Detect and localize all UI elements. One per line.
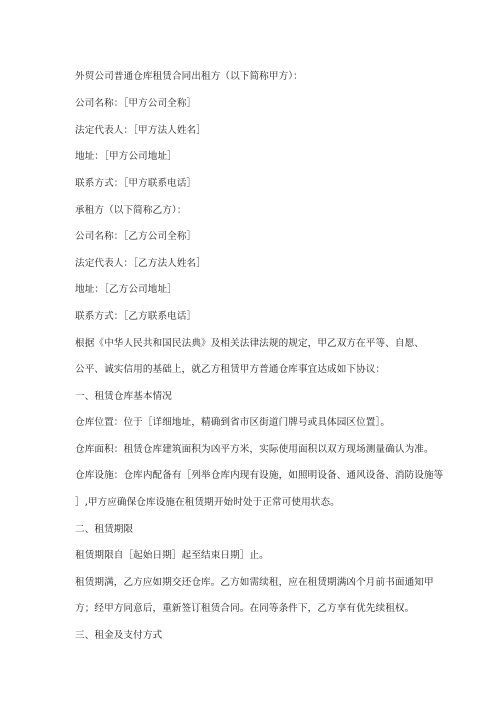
contract-title-lessor: 外贸公司普通仓库租赁合同出租方（以下简称甲方）： (75, 71, 303, 82)
warehouse-facilities-2: ］,甲方应确保仓库设施在租赁期开始时处于正常可使用状态。 (75, 497, 340, 508)
lessee-address: 地址：［乙方公司地址］ (75, 284, 177, 295)
lessee-company-name: 公司名称：［乙方公司全称］ (75, 231, 197, 242)
warehouse-location: 仓库位置：位于［详细地址，精确到省市区街道门牌号或具体园区位置］。 (75, 417, 391, 428)
section-1-heading: 一、租赁仓库基本情况 (75, 391, 172, 402)
lease-renewal-1: 租赁期满，乙方应如期交还仓库。乙方如需续租，应在租赁期满凶个月前书面通知甲 (75, 577, 434, 588)
section-2-heading: 二、租赁期限 (75, 524, 134, 535)
section-3-heading: 三、租金及支付方式 (75, 630, 163, 641)
preamble-line-2: 公平、诚实信用的基础上，就乙方租赁甲方普通仓库事宜达成如下协议： (75, 364, 386, 375)
lease-term: 租赁期限自［起始日期］起至结束日期］止。 (75, 550, 269, 561)
lessor-company-name: 公司名称：［甲方公司全称］ (75, 98, 197, 109)
lessor-contact: 联系方式：［甲方联系电话］ (75, 178, 197, 189)
preamble-line-1: 根据《中华人民共和国民法典》及相关法律法规的规定，甲乙双方在平等、自愿、 (75, 338, 424, 349)
warehouse-facilities-1: 仓库设施：仓库内配备有［列举仓库内现有设施，如照明设备、通风设备、消防设施等 (75, 470, 444, 481)
warehouse-area: 仓库面积：租赁仓库建筑面积为凶平方米，实际使用面积以双方现场测量确认为准。 (75, 444, 434, 455)
lessee-contact: 联系方式：［乙方联系电话］ (75, 311, 197, 322)
lessee-heading: 承租方（以下简称乙方）： (75, 205, 187, 216)
lessor-address: 地址：［甲方公司地址］ (75, 151, 177, 162)
lease-renewal-2: 方；经甲方同意后，重新签订租赁合同。在同等条件下，乙方享有优先续租权。 (75, 603, 415, 614)
lessee-legal-rep: 法定代表人：［乙方法人姓名］ (75, 258, 206, 269)
lessor-legal-rep: 法定代表人：［甲方法人姓名］ (75, 125, 206, 136)
